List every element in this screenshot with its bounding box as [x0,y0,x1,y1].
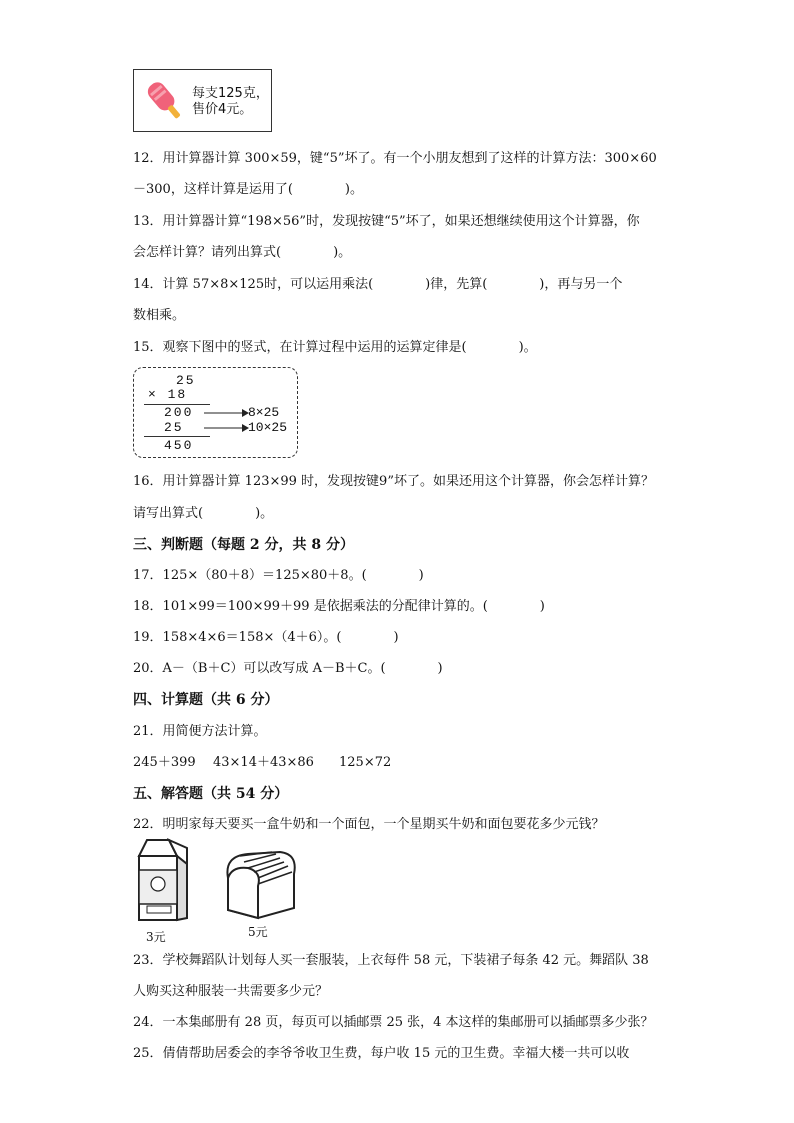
section-3-heading: 三、判断题（每题 2 分，共 8 分） [133,537,354,553]
question-25: 25．倩倩帮助居委会的李爷爷收卫生费，每户收 15 元的卫生费。幸福大楼一共可以收 [133,1046,630,1061]
question-12-line1: 12．用计算器计算 300×59，键“5”坏了。有一个小朋友想到了这样的计算方法：300×60 [133,151,657,166]
question-20: 20．A－（B＋C）可以改写成 A－B＋C。( ) [133,661,443,676]
note-8x25: 8×25 [248,405,280,420]
question-16-line1: 16．用计算器计算 123×99 时，发现按键9”坏了。如果还用这个计算器，你会怎样计算？ [133,474,654,489]
question-22: 22．明明家每天要买一盒牛奶和一个面包，一个星期买牛奶和面包要花多少元钱？ [133,817,605,832]
popsicle-weight-text: 每支125克， [192,86,269,101]
calc-item-3: 125×72 [339,755,392,770]
vertical-multiplication-figure [133,367,298,458]
arrows-icon [204,406,249,436]
calc-item-1: 245＋399 [133,755,196,770]
bread-price-label: 5元 [248,925,268,939]
question-17: 17．125×（80＋8）＝125×80＋8。( ) [133,568,424,583]
section-5-heading: 五、解答题（共 54 分） [133,786,289,802]
question-18: 18．101×99＝100×99＋99 是依据乘法的分配律计算的。( ) [133,599,545,614]
product-result: 450 [164,438,194,453]
question-14-line2: 数相乘。 [133,308,186,323]
milk-price-label: 3元 [146,930,166,944]
section-4-heading: 四、计算题（共 6 分） [133,692,279,708]
question-23-line2: 人购买这种服装一共需要多少元？ [133,984,329,999]
calc-item-2: 43×14＋43×86 [213,755,314,770]
rule-line [144,436,210,437]
popsicle-price-text: 售价4元。 [192,102,253,117]
question-14-line1: 14．计算 57×8×125时，可以运用乘法( )律，先算( )，再与另一个 [133,277,623,292]
question-13-line1: 13．用计算器计算“198×56”时，发现按键“5”坏了，如果还想继续使用这个计算器，你 [133,214,640,229]
bread-loaf-icon [218,848,300,922]
multiplicand: 25 [176,373,196,388]
popsicle-icon [142,78,188,124]
note-10x25: 10×25 [248,420,288,435]
question-15: 15．观察下图中的竖式，在计算过程中运用的运算定律是( )。 [133,340,537,355]
question-21: 21．用简便方法计算。 [133,724,267,739]
partial-product-2: 25 [164,420,184,435]
question-13-line2: 会怎样计算？请列出算式( )。 [133,245,352,260]
milk-carton-icon [133,838,191,924]
question-16-line2: 请写出算式( )。 [133,506,274,521]
question-19: 19．158×4×6＝158×（4＋6）。( ) [133,630,399,645]
popsicle-price-box [133,69,272,132]
multiplier-row: × 18 [148,387,188,402]
question-24: 24．一本集邮册有 28 页，每页可以插邮票 25 张，4 本这样的集邮册可以插邮票多少张？ [133,1015,654,1030]
partial-product-1: 200 [164,405,194,420]
question-23-line1: 23．学校舞蹈队计划每人买一套服装，上衣每件 58 元，下装裙子每条 42 元。舞蹈队 38 [133,953,649,968]
question-12-line2: －300，这样计算是运用了( )。 [133,182,363,197]
